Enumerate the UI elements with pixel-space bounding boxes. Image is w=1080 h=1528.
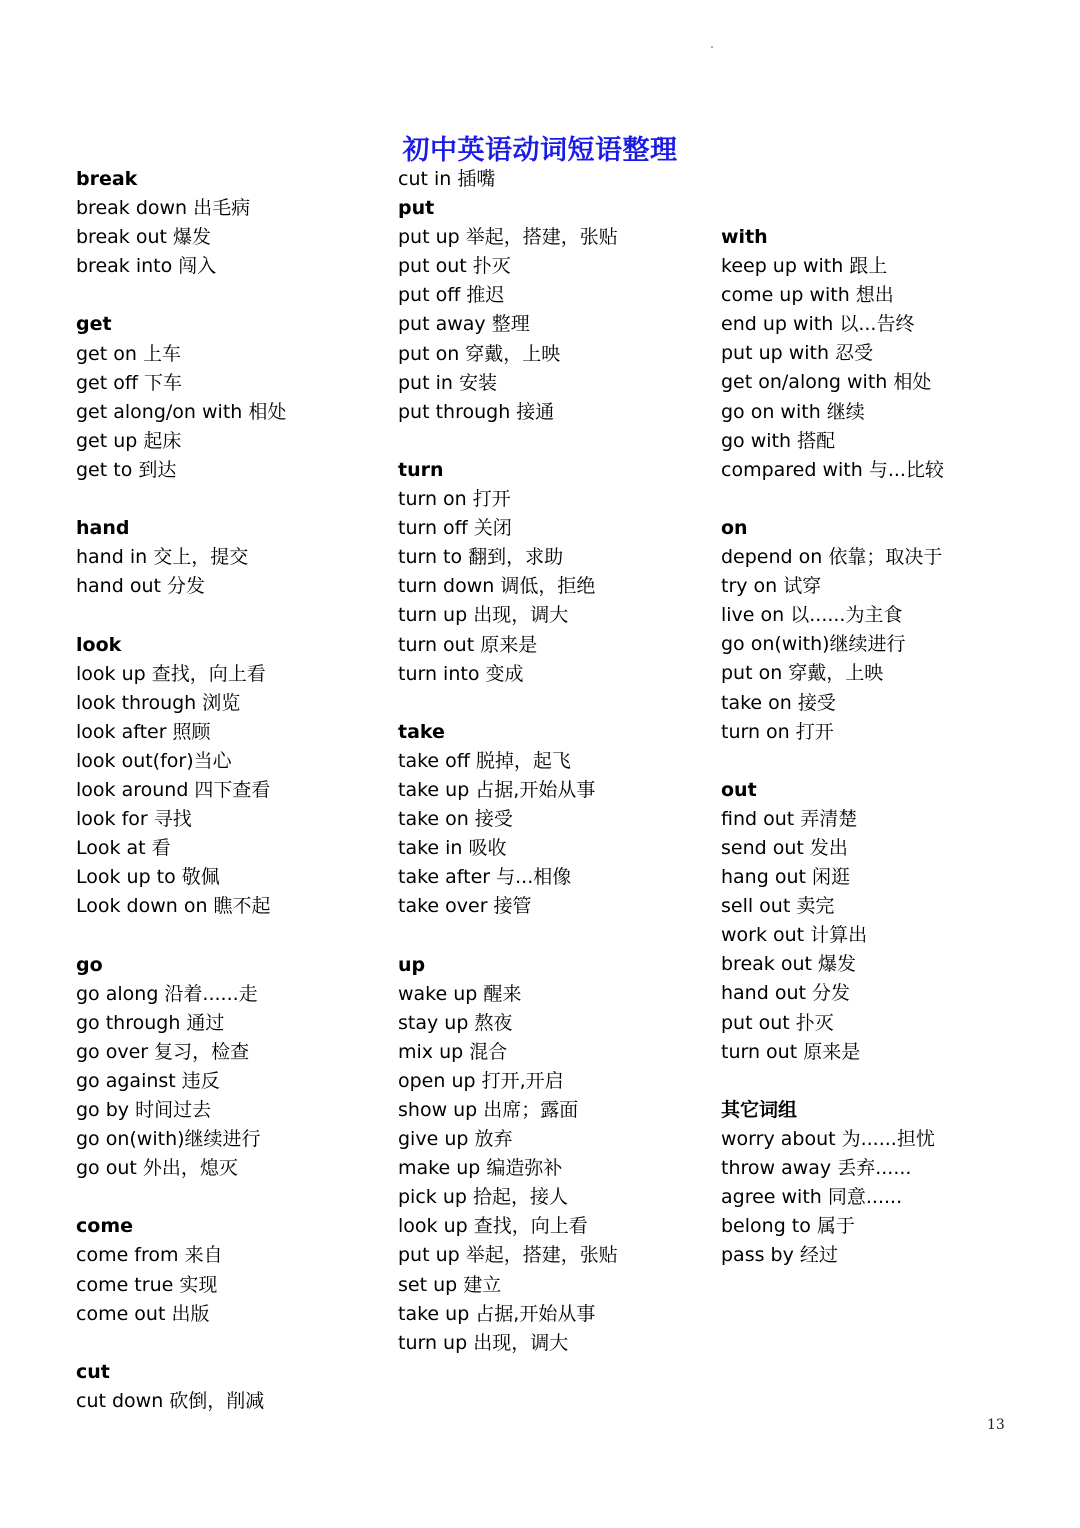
section-heading: on	[721, 516, 748, 539]
phrase-entry: go on(with)继续进行	[76, 1128, 261, 1151]
phrase-entry: go with 搭配	[721, 429, 836, 452]
phrase-entry: sell out 卖完	[721, 895, 835, 918]
phrase-entry: turn out 原来是	[721, 1040, 861, 1063]
phrase-entry: look through 浏览	[76, 691, 241, 714]
phrase-entry: get up 起床	[76, 429, 182, 452]
phrase-entry: open up 打开,开启	[398, 1069, 564, 1092]
blank-line	[721, 747, 1031, 776]
phrase-entry: live on 以......为主食	[721, 604, 903, 627]
phrase-entry: break into 闯入	[76, 255, 217, 278]
phrase-entry: turn up 出现，调大	[398, 1331, 569, 1354]
phrase-entry: go by 时间过去	[76, 1099, 212, 1121]
phrase-entry: give up 放弃	[398, 1128, 513, 1151]
phrase-entry: put away 整理	[398, 313, 530, 336]
phrase-entry: set up 建立	[398, 1273, 502, 1296]
phrase-entry: get to 到达	[76, 458, 177, 481]
phrase-entry: go against 违反	[76, 1069, 220, 1092]
phrase-entry: go over 复习，检查	[76, 1040, 250, 1063]
phrase-entry: get along/on with 相处	[76, 400, 287, 423]
phrase-entry: hand out 分发	[76, 575, 205, 598]
phrase-entry: put up 举起，搭建，张贴	[398, 1244, 618, 1267]
phrase-entry: hang out 闲逛	[721, 866, 850, 889]
blank-line	[721, 485, 1031, 514]
section-heading: take	[398, 720, 445, 743]
page-title: 初中英语动词短语整理	[402, 135, 678, 166]
phrase-entry: turn into 变成	[398, 662, 524, 685]
blank-line	[76, 601, 386, 630]
section-heading: with	[721, 226, 768, 248]
section-heading: turn	[398, 458, 444, 481]
phrase-entry: mix up 混合	[398, 1040, 508, 1063]
page-number: 13	[987, 1417, 1005, 1433]
section-heading: go	[76, 953, 103, 976]
phrase-entry: get on/along with 相处	[721, 371, 932, 394]
blank-line	[76, 485, 386, 514]
blank-line	[76, 281, 386, 310]
phrase-entry: put on 穿戴，上映	[721, 662, 884, 685]
phrase-entry: take in 吸收	[398, 837, 507, 860]
phrase-entry: look out(for)当心	[76, 749, 232, 772]
phrase-entry: end up with 以...告终	[721, 313, 915, 336]
phrase-entry: hand out 分发	[721, 982, 850, 1005]
section-heading: come	[76, 1215, 133, 1238]
phrase-entry: come true 实现	[76, 1273, 218, 1296]
phrase-entry: get off 下车	[76, 371, 182, 394]
blank-line	[398, 427, 708, 456]
phrase-entry: take off 脱掉，起飞	[398, 749, 571, 772]
phrase-entry: put out 扑灭	[721, 1011, 834, 1034]
phrase-entry: keep up with 跟上	[721, 255, 888, 278]
column-2	[398, 165, 708, 1358]
section-heading: break	[76, 168, 138, 190]
phrase-entry: turn out 原来是	[398, 633, 538, 656]
phrase-entry: look up 查找，向上看	[398, 1215, 588, 1238]
phrase-entry: take up 占据,开始从事	[398, 1302, 596, 1325]
section-heading: 其它词组	[721, 1098, 798, 1121]
column-3	[721, 223, 1031, 1270]
section-heading: out	[721, 778, 757, 801]
phrase-entry: throw away 丢弃......	[721, 1157, 912, 1179]
phrase-entry: make up 编造弥补	[398, 1157, 563, 1180]
section-heading: cut	[76, 1360, 110, 1383]
phrase-entry: depend on 依靠；取决于	[721, 546, 943, 569]
phrase-entry: take on 接受	[398, 808, 513, 831]
phrase-entry: go on(with)继续进行	[721, 633, 906, 656]
phrase-entry: look after 照顾	[76, 720, 211, 743]
blank-line	[398, 689, 708, 718]
phrase-entry: break down 出毛病	[76, 197, 251, 220]
blank-line	[76, 921, 386, 950]
phrase-entry: compared with 与...比较	[721, 458, 944, 481]
column-1	[76, 165, 386, 1416]
phrase-entry: cut in 插嘴	[398, 168, 496, 190]
phrase-entry: go through 通过	[76, 1011, 225, 1034]
phrase-entry: turn off 关闭	[398, 517, 512, 540]
phrase-entry: put up 举起，搭建，张贴	[398, 226, 618, 249]
phrase-entry: look for 寻找	[76, 808, 192, 831]
phrase-entry: put out 扑灭	[398, 255, 511, 278]
phrase-entry: send out 发出	[721, 836, 848, 859]
phrase-entry: get on 上车	[76, 342, 181, 365]
phrase-entry: look up 查找，向上看	[76, 662, 266, 685]
phrase-entry: put off 推迟	[398, 284, 505, 307]
phrase-entry: turn down 调低，拒绝	[398, 575, 596, 598]
phrase-entry: worry about 为......担忧	[721, 1127, 935, 1150]
phrase-entry: come out 出版	[76, 1302, 210, 1325]
phrase-entry: turn on 打开	[721, 720, 834, 743]
phrase-entry: cut down 砍倒，削减	[76, 1389, 265, 1412]
phrase-entry: come from 来自	[76, 1244, 223, 1267]
phrase-entry: belong to 属于	[721, 1215, 855, 1238]
phrase-entry: stay up 熬夜	[398, 1011, 513, 1034]
phrase-entry: pass by 经过	[721, 1244, 838, 1267]
phrase-entry: turn to 翻到，求助	[398, 546, 564, 569]
phrase-entry: take over 接管	[398, 895, 532, 918]
phrase-entry: put up with 忍受	[721, 342, 874, 365]
phrase-entry: wake up 醒来	[398, 982, 522, 1005]
phrase-entry: Look up to 敬佩	[76, 866, 220, 889]
phrase-entry: go along 沿着......走	[76, 982, 258, 1005]
blank-line	[398, 921, 708, 950]
phrase-entry: turn up 出现，调大	[398, 604, 569, 627]
phrase-entry: work out 计算出	[721, 924, 868, 947]
phrase-entry: come up with 想出	[721, 284, 894, 307]
decorative-dot	[711, 46, 713, 48]
blank-line	[76, 1183, 386, 1212]
phrase-entry: take up 占据,开始从事	[398, 778, 596, 801]
phrase-entry: pick up 拾起，接人	[398, 1186, 568, 1209]
section-heading: get	[76, 313, 112, 336]
blank-line	[721, 1067, 1031, 1096]
phrase-entry: take on 接受	[721, 691, 836, 714]
phrase-entry: agree with 同意......	[721, 1186, 903, 1209]
phrase-entry: show up 出席；露面	[398, 1099, 579, 1121]
phrase-entry: break out 爆发	[721, 953, 856, 976]
phrase-entry: hand in 交上，提交	[76, 546, 249, 569]
section-heading: up	[398, 953, 426, 976]
section-heading: put	[398, 197, 435, 220]
blank-line	[76, 1329, 386, 1358]
phrase-entry: put on 穿戴，上映	[398, 342, 561, 365]
phrase-entry: go on with 继续	[721, 400, 865, 423]
phrase-entry: put through 接通	[398, 400, 555, 423]
phrase-entry: put in 安装	[398, 371, 497, 394]
section-heading: look	[76, 633, 122, 656]
phrase-entry: Look at 看	[76, 837, 171, 860]
phrase-entry: take after 与...相像	[398, 866, 572, 889]
phrase-entry: Look down on 瞧不起	[76, 895, 271, 918]
phrase-entry: find out 弄清楚	[721, 807, 858, 830]
phrase-entry: try on 试穿	[721, 575, 822, 598]
phrase-entry: turn on 打开	[398, 488, 511, 511]
section-heading: hand	[76, 517, 130, 540]
phrase-entry: break out 爆发	[76, 226, 211, 249]
phrase-entry: look around 四下查看	[76, 778, 271, 801]
phrase-entry: go out 外出，熄灭	[76, 1157, 238, 1180]
